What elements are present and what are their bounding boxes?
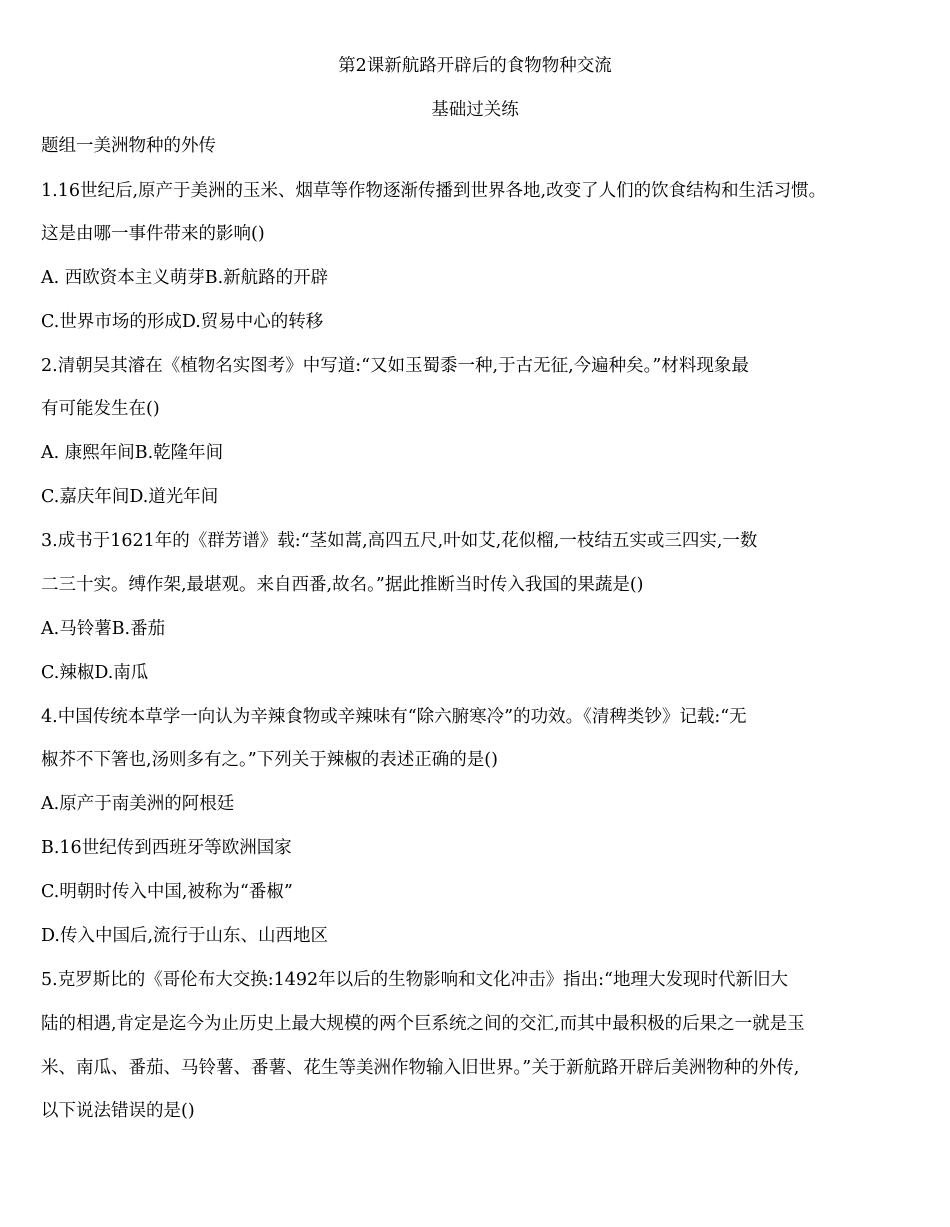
question-2-stem-line-2: 有可能发生在() (41, 399, 160, 419)
question-2-stem-line-1: 2.清朝吴其濬在《植物名实图考》中写道:“又如玉蜀黍一种,于古无征,今遍种矣。”材料现象最 (41, 356, 749, 376)
page-subtitle: 基础过关练 (431, 100, 519, 120)
question-1-stem-line-1: 1.16世纪后,原产于美洲的玉米、烟草等作物逐渐传播到世界各地,改变了人们的饮食结构和生活习惯。 (41, 181, 827, 201)
question-3-options-line-2: C.辣椒D.南瓜 (41, 663, 149, 683)
question-1-options-line-2: C.世界市场的形成D.贸易中心的转移 (41, 312, 324, 332)
question-2-options-line-1: A. 康熙年间B.乾隆年间 (41, 443, 224, 463)
question-1-stem-line-2: 这是由哪一事件带来的影响() (41, 224, 265, 244)
question-2-options-line-2: C.嘉庆年间D.道光年间 (41, 487, 219, 507)
question-3-options-line-1: A.马铃薯B.番茄 (41, 619, 166, 639)
question-5-stem-line-2: 陆的相遇,肯定是迄今为止历史上最大规模的两个巨系统之间的交汇,而其中最积极的后果之一就是玉 (41, 1014, 805, 1034)
question-4-option-d: D.传入中国后,流行于山东、山西地区 (41, 926, 329, 946)
question-4-stem-line-2: 椒芥不下箸也,汤则多有之。”下列关于辣椒的表述正确的是() (41, 750, 498, 770)
question-5-stem-line-3: 米、南瓜、番茄、马铃薯、番薯、花生等美洲作物输入旧世界。”关于新航路开辟后美洲物种的外传, (41, 1058, 800, 1078)
page-title: 第2课新航路开辟后的食物物种交流 (338, 56, 612, 76)
question-4-option-a: A.原产于南美洲的阿根廷 (41, 794, 235, 814)
question-5-stem-line-1: 5.克罗斯比的《哥伦布大交换:1492年以后的生物影响和文化冲击》指出:“地理大发现时代新旧大 (41, 970, 788, 990)
question-3-stem-line-2: 二三十实。缚作架,最堪观。来自西番,故名。”据此推断当时传入我国的果蔬是() (41, 575, 644, 595)
question-4-stem-line-1: 4.中国传统本草学一向认为辛辣食物或辛辣味有“除六腑寒冷”的功效。《清稗类钞》记载:“无 (41, 707, 747, 727)
question-1-options-line-1: A. 西欧资本主义萌芽B.新航路的开辟 (41, 268, 329, 288)
question-4-option-c: C.明朝时传入中国,被称为“番椒” (41, 882, 293, 902)
question-5-stem-line-4: 以下说法错误的是() (41, 1101, 195, 1121)
question-3-stem-line-1: 3.成书于1621年的《群芳谱》载:“茎如蒿,高四五尺,叶如艾,花似榴,一枝结五实或三四实,一数 (41, 531, 758, 551)
section-heading: 题组一美洲物种的外传 (41, 136, 216, 156)
question-4-option-b: B.16世纪传到西班牙等欧洲国家 (41, 838, 292, 858)
